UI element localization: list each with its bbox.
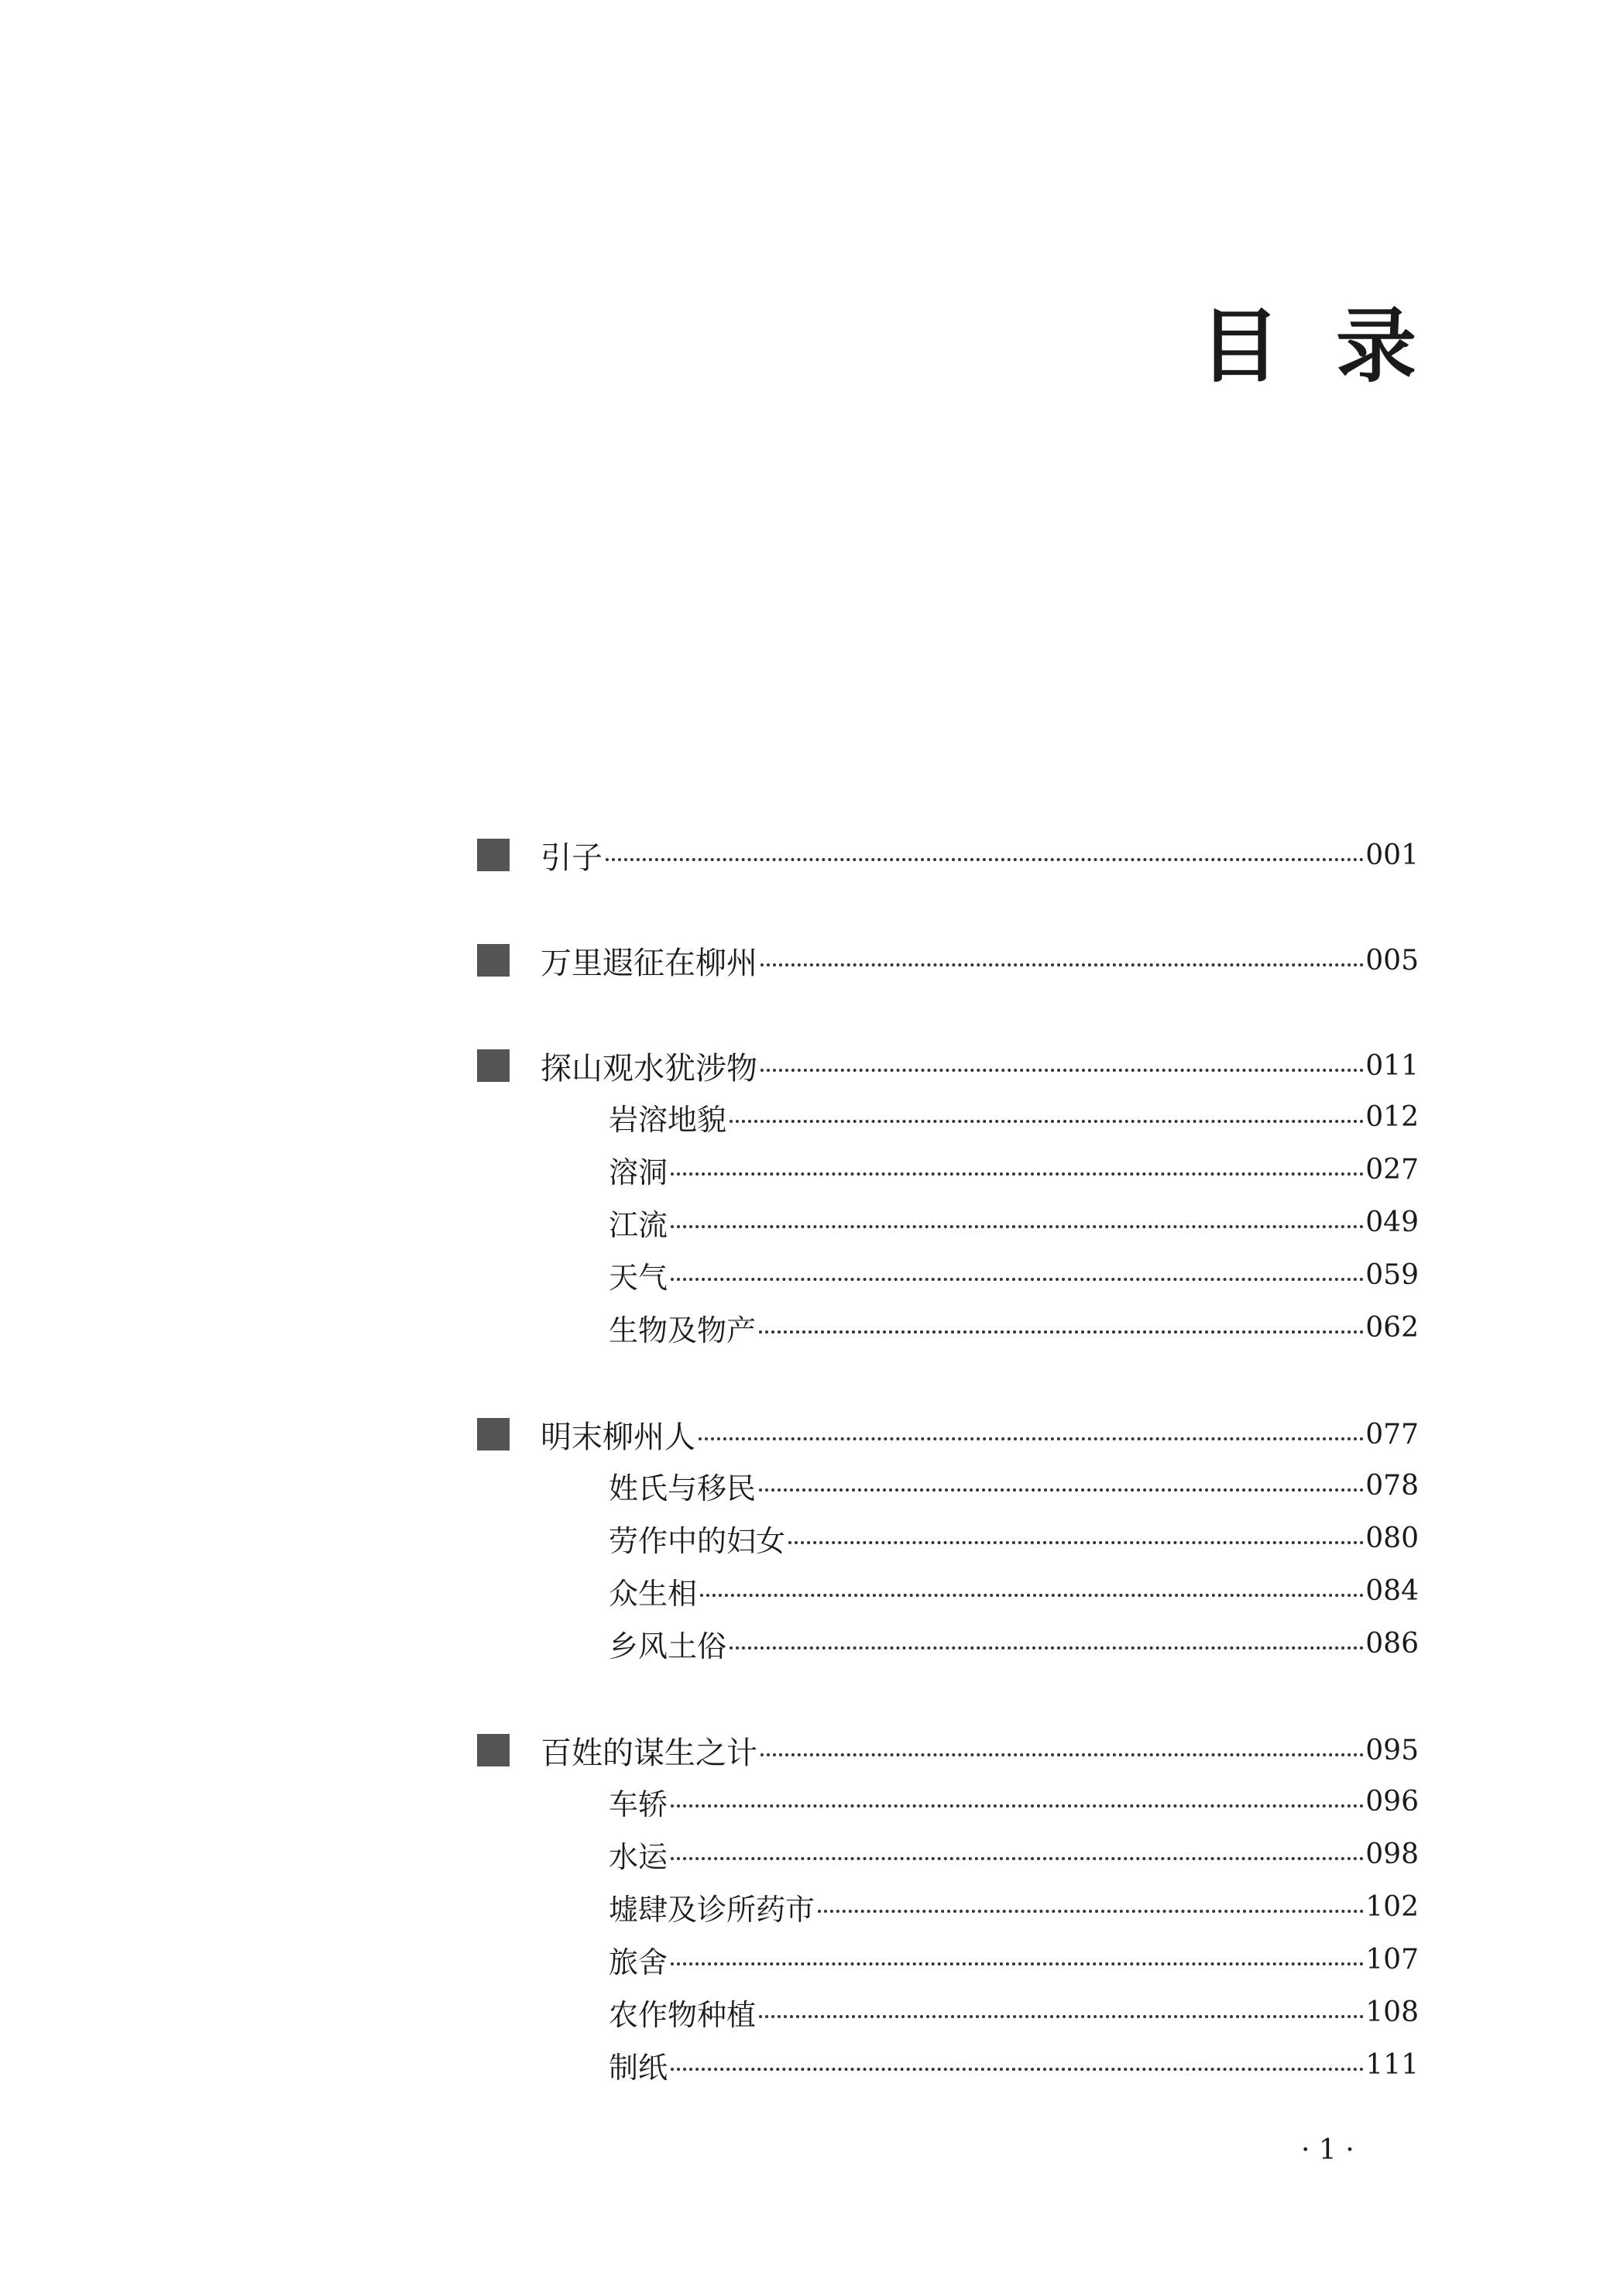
section-title: 众生相 bbox=[609, 1576, 698, 1611]
section-title: 生物及物产 bbox=[609, 1313, 757, 1347]
dot-leader bbox=[699, 1437, 1364, 1440]
toc-section-row[interactable] bbox=[477, 1938, 1419, 1981]
page-folio: · 1 · bbox=[1301, 2134, 1354, 2166]
chapter-title: 引子 bbox=[541, 839, 603, 876]
dot-leader bbox=[730, 1120, 1364, 1123]
dot-leader bbox=[671, 1857, 1364, 1860]
page-number: 096 bbox=[1365, 1785, 1419, 1818]
page-number: 012 bbox=[1365, 1100, 1419, 1133]
page-number: 011 bbox=[1365, 1049, 1419, 1082]
section-title: 水运 bbox=[609, 1839, 668, 1874]
section-title: 天气 bbox=[609, 1260, 668, 1295]
section-title: 乡风土俗 bbox=[609, 1629, 727, 1663]
toc-chapter-row[interactable] bbox=[477, 833, 1419, 877]
chapter-bullet-icon bbox=[477, 1049, 510, 1082]
section-title: 车轿 bbox=[609, 1787, 668, 1821]
page-number: 077 bbox=[1365, 1418, 1419, 1450]
dot-leader bbox=[759, 1488, 1364, 1492]
toc-chapter-row[interactable] bbox=[477, 1044, 1419, 1087]
section-title: 制纸 bbox=[609, 2050, 668, 2085]
chapter-title: 探山观水犹涉物 bbox=[541, 1050, 757, 1087]
section-title: 农作物种植 bbox=[609, 1997, 757, 2032]
toc-section-row[interactable] bbox=[477, 1990, 1419, 2034]
dot-leader bbox=[760, 963, 1364, 966]
page-number: 027 bbox=[1365, 1153, 1419, 1186]
page-number: 005 bbox=[1365, 944, 1419, 977]
dot-leader bbox=[671, 1962, 1364, 1965]
dot-leader bbox=[671, 1172, 1364, 1176]
section-title: 江流 bbox=[609, 1207, 668, 1242]
toc-section-row[interactable] bbox=[477, 1832, 1419, 1876]
section-title: 劳作中的妇女 bbox=[609, 1523, 786, 1558]
toc-section-row[interactable] bbox=[477, 1885, 1419, 1928]
page-number: 078 bbox=[1365, 1469, 1419, 1502]
toc-section-row[interactable] bbox=[477, 1306, 1419, 1349]
toc-section-row[interactable] bbox=[477, 1464, 1419, 1507]
dot-leader bbox=[760, 1069, 1364, 1072]
dot-leader bbox=[788, 1541, 1364, 1544]
chapter-bullet-icon bbox=[477, 944, 510, 977]
page-number: 062 bbox=[1365, 1311, 1419, 1344]
dot-leader bbox=[760, 1753, 1364, 1756]
toc-section-row[interactable] bbox=[477, 1622, 1419, 1665]
dot-leader bbox=[818, 1910, 1364, 1913]
toc-chapter-row[interactable] bbox=[477, 1413, 1419, 1456]
page-number: 107 bbox=[1365, 1943, 1419, 1976]
page-number: 080 bbox=[1365, 1522, 1419, 1554]
dot-leader bbox=[671, 1278, 1364, 1281]
chapter-title: 百姓的谋生之计 bbox=[541, 1735, 757, 1771]
page-title: 目 录 bbox=[1199, 298, 1430, 393]
page-number: 084 bbox=[1365, 1574, 1419, 1607]
dot-leader bbox=[700, 1594, 1364, 1597]
page-number: 111 bbox=[1365, 2048, 1419, 2081]
toc-section-row[interactable] bbox=[477, 1516, 1419, 1560]
page-number: 059 bbox=[1365, 1258, 1419, 1291]
chapter-title: 万里遐征在柳州 bbox=[541, 945, 757, 981]
toc-chapter-row[interactable] bbox=[477, 939, 1419, 982]
section-title: 姓氏与移民 bbox=[609, 1471, 757, 1505]
chapter-bullet-icon bbox=[477, 839, 510, 871]
toc-section-row[interactable] bbox=[477, 1095, 1419, 1138]
dot-leader bbox=[730, 1646, 1364, 1650]
page-number: 001 bbox=[1365, 839, 1419, 871]
page-number: 098 bbox=[1365, 1838, 1419, 1870]
toc-section-row[interactable] bbox=[477, 1569, 1419, 1612]
dot-leader bbox=[606, 858, 1364, 861]
dot-leader bbox=[671, 1804, 1364, 1808]
page-number: 086 bbox=[1365, 1627, 1419, 1660]
chapter-bullet-icon bbox=[477, 1418, 510, 1450]
toc-section-row[interactable] bbox=[477, 1253, 1419, 1296]
toc-chapter-row[interactable] bbox=[477, 1729, 1419, 1772]
toc-section-row[interactable] bbox=[477, 1780, 1419, 1823]
dot-leader bbox=[671, 1225, 1364, 1228]
section-title: 岩溶地貌 bbox=[609, 1102, 727, 1137]
dot-leader bbox=[759, 2015, 1364, 2018]
dot-leader bbox=[671, 2068, 1364, 2071]
page-number: 108 bbox=[1365, 1996, 1419, 2028]
chapter-title: 明末柳州人 bbox=[541, 1419, 695, 1455]
toc-section-row[interactable] bbox=[477, 1148, 1419, 1191]
toc-section-row[interactable] bbox=[477, 1200, 1419, 1244]
page-number: 102 bbox=[1365, 1890, 1419, 1923]
page-number: 095 bbox=[1365, 1734, 1419, 1766]
section-title: 旅舍 bbox=[609, 1945, 668, 1979]
chapter-bullet-icon bbox=[477, 1734, 510, 1766]
page-number: 049 bbox=[1365, 1206, 1419, 1238]
toc-section-row[interactable] bbox=[477, 2043, 1419, 2086]
section-title: 溶洞 bbox=[609, 1155, 668, 1190]
dot-leader bbox=[759, 1330, 1364, 1334]
section-title: 墟肆及诊所药市 bbox=[609, 1892, 815, 1927]
